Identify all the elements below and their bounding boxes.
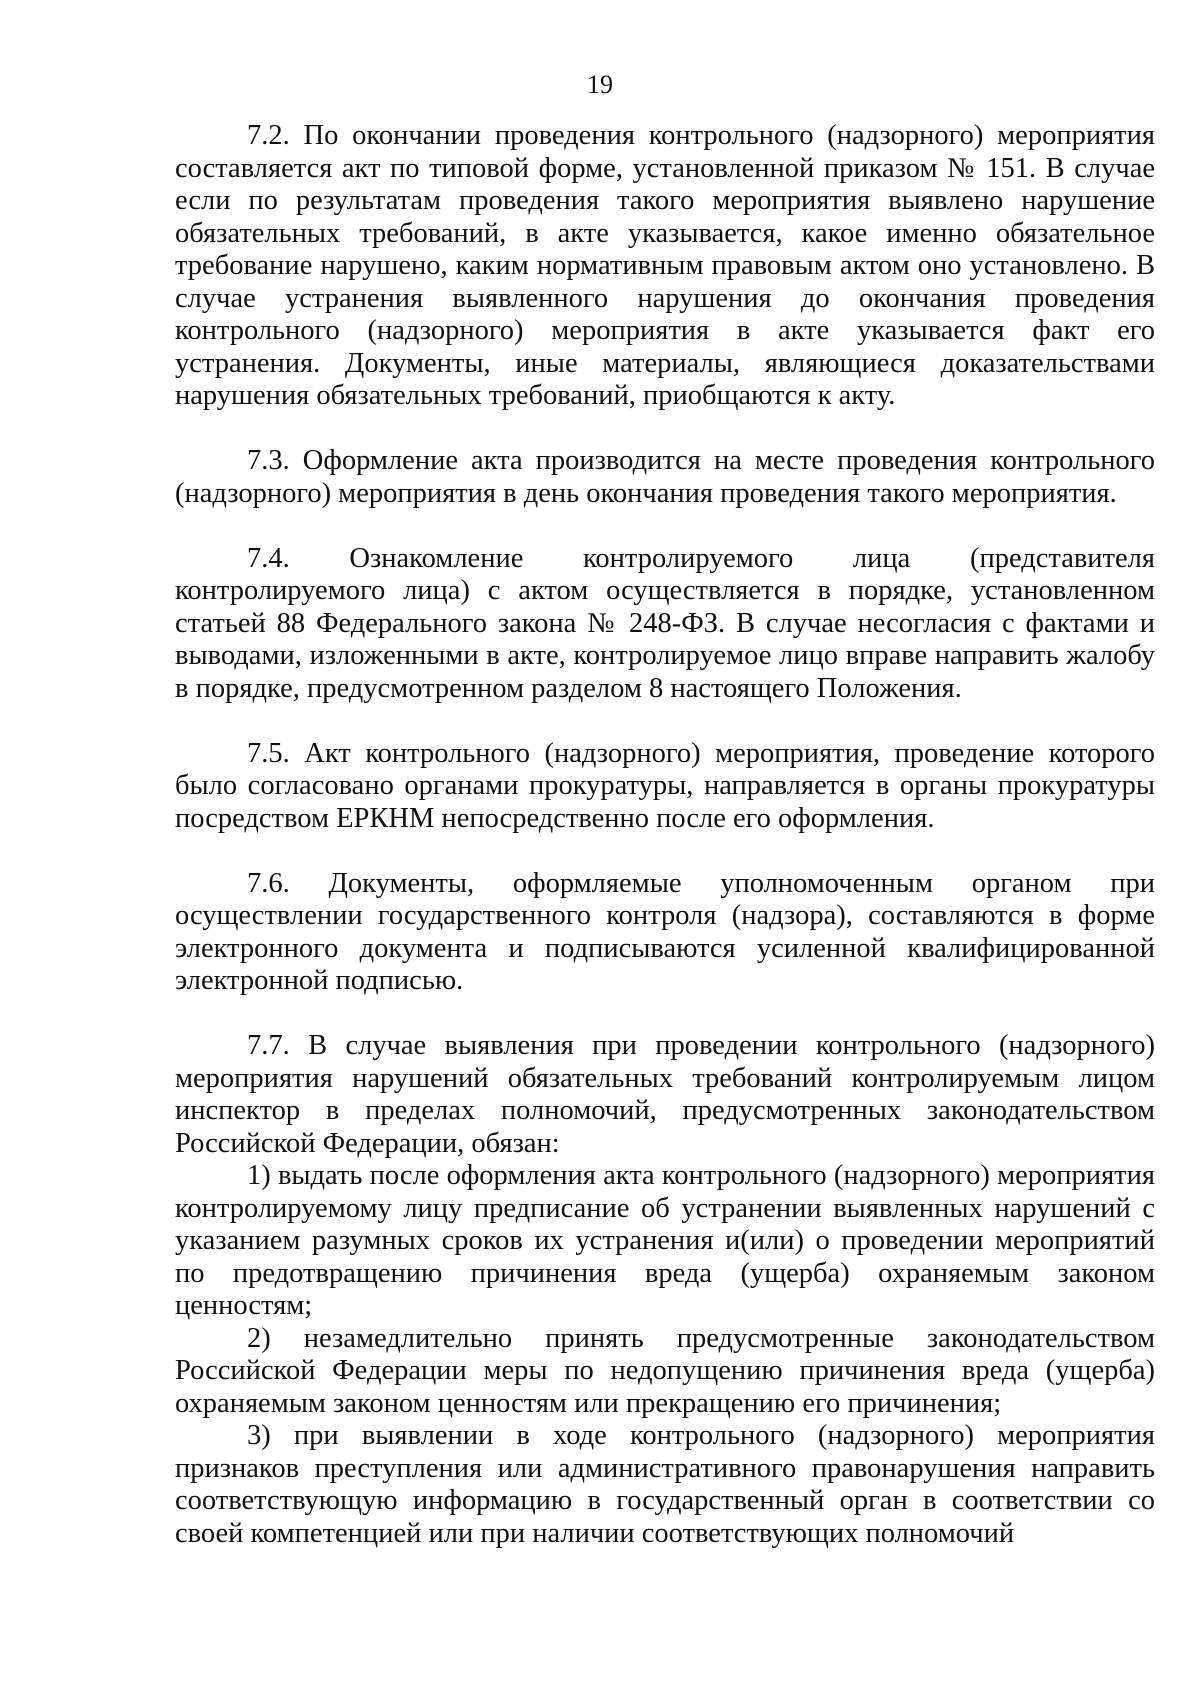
paragraph-7-7: 7.7. В случае выявления при проведении контрольного (надзорного) мероприятия нарушений обязательных требований контролируемым лицом инспектор в пределах полномочий, предусмотренных законодательством Российской Федерации, обязан:: [175, 1030, 1155, 1159]
paragraph-7-5: 7.5. Акт контрольного (надзорного) мероприятия, проведение которого было согласовано органами прокуратуры, направляется в органы прокуратуры посредством ЕРКНМ непосредственно после его оформления.: [175, 737, 1155, 834]
paragraph-7-2: 7.2. По окончании проведения контрольного (надзорного) мероприятия составляется акт по типовой форме, установленной приказом № 151. В случае если по результатам проведения такого мероприятия выявлено нарушение обязательных требований, в акте указывается, какое именно обязательное требование нарушено, каким нормативным правовым актом оно установлено. В случае устранения выявленного нарушения до окончания проведения контрольного (надзорного) мероприятия в акте указывается факт его устранения. Документы, иные материалы, являющиеся доказательствами нарушения обязательных требований, приобщаются к акту.: [175, 120, 1155, 411]
paragraph-7-6: 7.6. Документы, оформляемые уполномоченным органом при осуществлении государственного контроля (надзора), составляются в форме электронного документа и подписываются усиленной квалифицированной электронной подписью.: [175, 867, 1155, 996]
list-item-1: 1) выдать после оформления акта контрольного (надзорного) мероприятия контролируемому лицу предписание об устранении выявленных нарушений с указанием разумных сроков их устранения и(или) о проведении мероприятий по предотвращению причинения вреда (ущерба) охраняемым законом ценностям;: [175, 1160, 1155, 1321]
paragraph-7-3: 7.3. Оформление акта производится на месте проведения контрольного (надзорного) мероприятия в день окончания проведения такого мероприятия.: [175, 445, 1155, 509]
list-item-3: 3) при выявлении в ходе контрольного (надзорного) мероприятия признаков преступления или административного правонарушения направить соответствующую информацию в государственный орган в соответствии со своей компетенцией или при наличии соответствующих полномочий: [175, 1420, 1155, 1549]
document-body: [175, 120, 1155, 1550]
list-item-2: 2) незамедлительно принять предусмотренные законодательством Российской Федерации меры по недопущению причинения вреда (ущерба) охраняемым законом ценностям или прекращению его причинения;: [175, 1322, 1155, 1419]
paragraph-7-4: 7.4. Ознакомление контролируемого лица (представителя контролируемого лица) с актом осуществляется в порядке, установленном статьей 88 Федерального закона № 248-ФЗ. В случае несогласия с фактами и выводами, изложенными в акте, контролируемое лицо вправе направить жалобу в порядке, предусмотренном разделом 8 настоящего Положения.: [175, 542, 1155, 704]
page-number: 19: [587, 70, 613, 99]
